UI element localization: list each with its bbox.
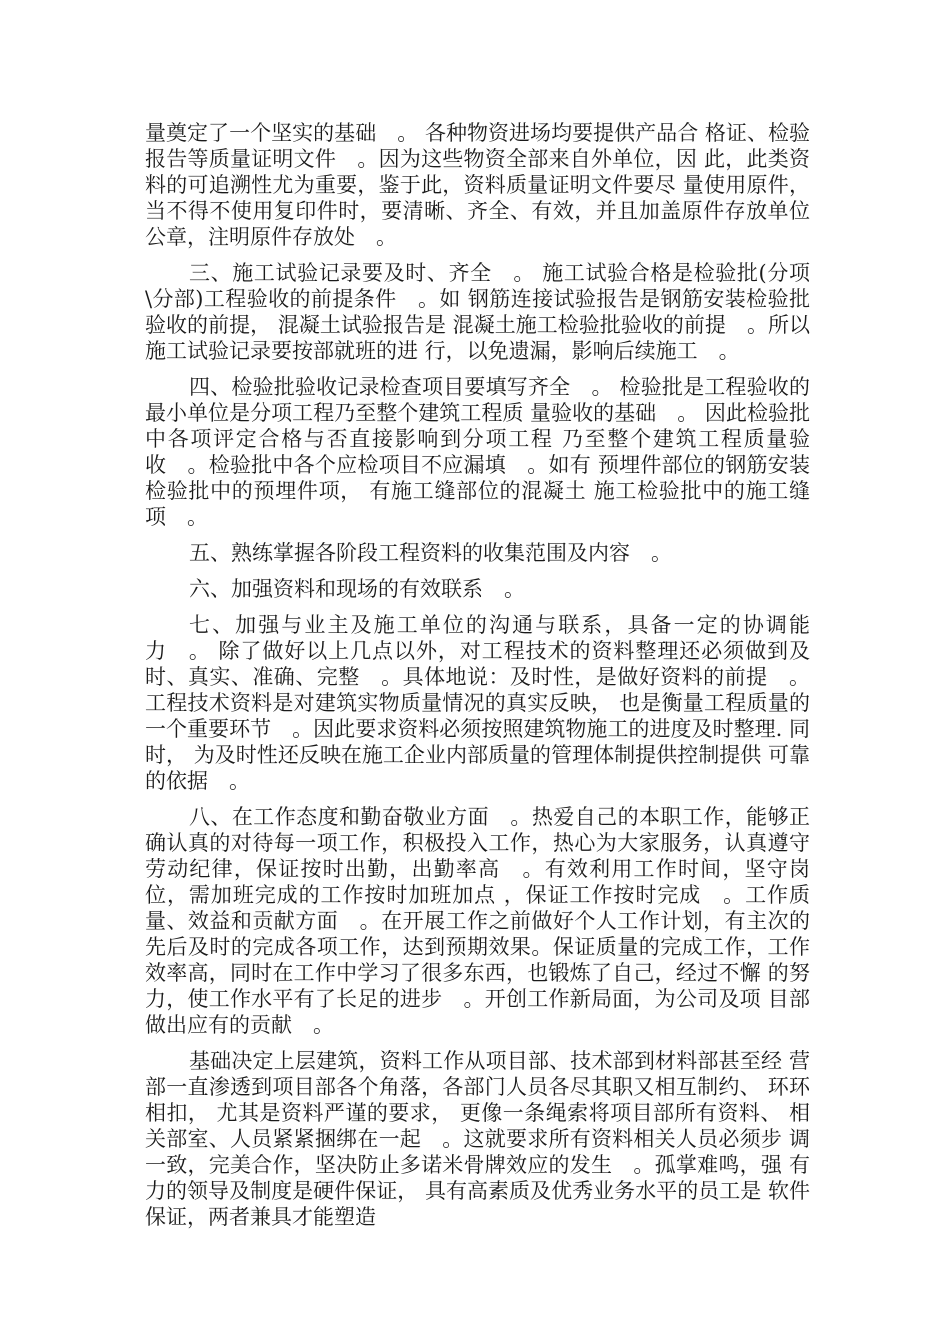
- paragraph-materials-certificates: 量奠定了一个坚实的基础 。 各种物资进场均要提供产品合 格证、检验报告等质量证明文件 。因为这些物资全部来自外单位，因 此，此类资料的可追溯性尤为重要，鉴于此，资料质量证明文件要尽 量使用原件，当不得不使用复印件时，要清晰、齐全、有效，并且加盖原件存放单位公章，注明原件存放处 。: [145, 121, 810, 249]
- paragraph-section-8-work-attitude: 八、在工作态度和勤奋敬业方面 。热爱自己的本职工作，能够正 确认真的对待每一项工作，积极投入工作，热心为大家服务，认真遵守劳动纪律，保证按时出勤，出勤率高 。有效利用工作时间，坚守岗位，需加班完成的工作按时加班加点 ，保证工作按时完成 。工作质 量、效益和贡献方面 。在开展工作之前做好个人工作计划，有主次的 先后及时的完成各项工作，达到预期效果。保证质量的完成工作，工作效率高，同时在工作中学习了很多东西，也锻炼了自己，经过不懈 的努力，使工作水平有了长足的进步 。开创工作新局面，为公司及项 目部做出应有的贡献 。: [145, 805, 817, 1037]
- paragraph-section-7-communication: 七、加强与业主及施工单位的沟通与联系，具备一定的协调能力 。 除了做好以上几点以外，对工程技术的资料整理还必须做到及 时、真实、准确、完整 。具体地说：及时性，是做好资料的前提 。工程技术资料是对建筑实物质量情况的真实反映， 也是衡量工程质量的 一个重要环节 。因此要求资料必须按照建筑物施工的进度及时整理. 同时， 为及时性还反映在施工企业内部质量的管理体制提供控制提供 可靠的依据 。: [145, 613, 817, 793]
- paragraph-conclusion-foundation: 基础决定上层建筑，资料工作从项目部、技术部到材料部甚至经 营部一直渗透到项目部各个角落，各部门人员各尽其职又相互制约、 环环相扣， 尤其是资料严谨的要求， 更像一条绳索将项目部所有资料、 相关部室、人员紧紧捆绑在一起 。这就要求所有资料相关人员必须步 调一致，完美合作，坚决防止多诺米骨牌效应的发生 。孤掌难鸣，强 有力的领导及制度是硬件保证， 具有高素质及优秀业务水平的员工是 软件保证，两者兼具才能塑造: [145, 1049, 810, 1229]
- document-body: [145, 120, 817, 1240]
- paragraph-section-3-construction-tests: 三、施工试验记录要及时、齐全 。 施工试验合格是检验批(分项\分部)工程验收的前提条件 。如 钢筋连接试验报告是钢筋安装检验批验收的前提， 混凝土试验报告是 混凝土施工检验批验收的前提 。所以施工试验记录要按部就班的进 行，以免遗漏，影响后续施工 。: [145, 261, 810, 363]
- paragraph-section-6-site-link: 六、加强资料和现场的有效联系 。: [189, 577, 525, 601]
- paragraph-section-5-collection-scope: 五、熟练掌握各阶段工程资料的收集范围及内容 。: [189, 541, 672, 565]
- paragraph-section-4-inspection-lots: 四、检验批验收记录检查项目要填写齐全 。 检验批是工程验收的最小单位是分项工程乃至整个建筑工程质 量验收的基础 。 因此检验批中各项评定合格与否直接影响到分项工程 乃至整个建筑工程质量验收 。检验批中各个应检项目不应漏填 。如有 预埋件部位的钢筋安装检验批中的预埋件项， 有施工缝部位的混凝土 施工检验批中的施工缝项 。: [145, 375, 810, 529]
